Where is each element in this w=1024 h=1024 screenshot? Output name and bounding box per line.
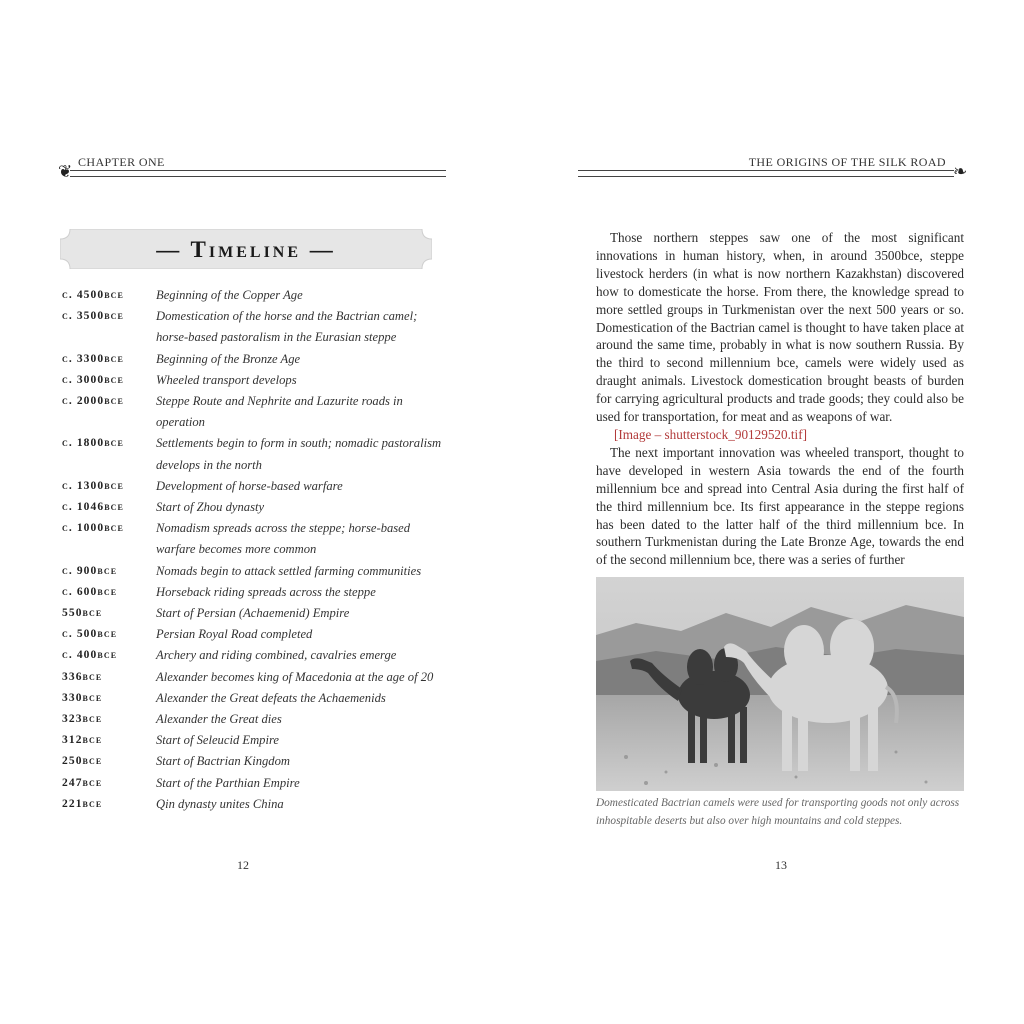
body-text: [596, 229, 964, 569]
timeline-event: Alexander the Great dies: [156, 712, 282, 727]
timeline-row: [62, 285, 442, 306]
timeline-row: [62, 645, 442, 666]
timeline-date: c. 600bce: [62, 585, 118, 598]
page-number-right: 13: [775, 858, 787, 872]
running-head-right: THE ORIGINS OF THE SILK ROAD: [748, 155, 946, 169]
timeline-row: [62, 391, 442, 433]
timeline-row: [62, 433, 442, 475]
timeline-event: Start of Seleucid Empire: [156, 733, 279, 748]
timeline-event: Archery and riding combined, cavalries emerge: [156, 648, 397, 663]
right-flourish-icon: ❧: [953, 162, 968, 181]
timeline-row: [62, 582, 442, 603]
timeline-date: c. 900bce: [62, 564, 118, 577]
timeline-date: c. 1000bce: [62, 522, 124, 535]
timeline-event: Start of Zhou dynasty: [156, 500, 265, 515]
timeline-event: Horseback riding spreads across the steppe: [156, 584, 376, 599]
timeline-date: 312bce: [62, 734, 103, 747]
timeline-row: [62, 603, 442, 624]
right-page: [512, 0, 1024, 1024]
timeline-row: [62, 497, 442, 518]
camels-illustration: [596, 577, 964, 791]
camels-photo: [596, 577, 964, 791]
timeline-date: c. 3500bce: [62, 310, 124, 323]
timeline-row: [62, 688, 442, 709]
timeline-list: [62, 285, 442, 815]
timeline-banner: [60, 229, 432, 269]
timeline-row: [62, 561, 442, 582]
timeline-date: c. 4500bce: [62, 289, 124, 301]
timeline-event: Wheeled transport develops: [156, 372, 297, 387]
paragraph: The next important innovation was wheeled transport, thought to have developed in western Asia towards the end of the fourth millennium bce and spread into Central Asia during the first half of the third millennium bce. Its first appearance in the steppe regions has been dated to the latter half of the third millennium bce. In southern Turkmenistan during the Late Bronze Age, towards the end of the second millennium bce, there was a series of further: [596, 444, 964, 568]
timeline-event: Start of the Parthian Empire: [156, 775, 300, 790]
timeline-row: [62, 751, 442, 772]
timeline-date: 323bce: [62, 713, 103, 726]
timeline-row: [62, 476, 442, 497]
timeline-row: [62, 349, 442, 370]
timeline-date: c. 500bce: [62, 628, 118, 641]
timeline-date: c. 1800bce: [62, 437, 124, 450]
timeline-event: Persian Royal Road completed: [156, 627, 313, 642]
timeline-event: Beginning of the Bronze Age: [156, 351, 301, 366]
timeline-heading: — Timeline —: [156, 237, 336, 262]
timeline-row: [62, 794, 442, 815]
timeline-row: [62, 773, 442, 794]
timeline-event: Nomadism spreads across the steppe; horse-based warfare becomes more common: [156, 521, 411, 557]
timeline-date: 336bce: [62, 670, 103, 683]
timeline-date: 247bce: [62, 776, 103, 789]
timeline-row: [62, 306, 442, 348]
timeline-event: Start of Persian (Achaemenid) Empire: [156, 606, 350, 621]
left-flourish-icon: ❦: [58, 162, 73, 181]
timeline-row: [62, 709, 442, 730]
timeline-row: [62, 730, 442, 751]
timeline-event: Settlements begin to form in south; nomadic pastoralism develops in the north: [156, 436, 442, 472]
timeline-date: 221bce: [62, 797, 103, 810]
timeline-event: Development of horse-based warfare: [156, 478, 343, 493]
timeline-event: Alexander becomes king of Macedonia at the age of 20: [156, 669, 434, 684]
timeline-date: c. 1300bce: [62, 479, 124, 492]
timeline-event: Beginning of the Copper Age: [156, 288, 303, 302]
header-rule-right: [578, 170, 954, 177]
running-head-left: CHAPTER ONE: [78, 155, 165, 169]
timeline-event: Alexander the Great defeats the Achaemenids: [156, 690, 386, 705]
page-number-left: 12: [237, 858, 249, 872]
timeline-event: Steppe Route and Nephrite and Lazurite roads in operation: [156, 394, 403, 430]
photo-caption: Domesticated Bactrian camels were used for transporting goods not only across inhospitable deserts but also over high mountains and cold steppes.: [596, 797, 960, 827]
timeline-row: [62, 518, 442, 560]
timeline-row: [62, 667, 442, 688]
timeline-row: [62, 370, 442, 391]
image-reference: [Image – shutterstock_90129520.tif]: [614, 426, 808, 442]
timeline-event: Domestication of the horse and the Bactrian camel; horse-based pastoralism in the Eurasian steppe: [156, 309, 418, 345]
timeline-date: c. 3300bce: [62, 352, 124, 365]
timeline-event: Start of Bactrian Kingdom: [156, 754, 290, 769]
timeline-date: 330bce: [62, 691, 103, 704]
timeline-date: c. 2000bce: [62, 395, 124, 408]
timeline-date: c. 1046bce: [62, 501, 124, 514]
timeline-date: c. 400bce: [62, 649, 118, 662]
timeline-date: c. 3000bce: [62, 373, 124, 386]
paragraph: Those northern steppes saw one of the most significant innovations in human history, when, in around 3500bce, steppe livestock herders (in what is now northern Kazakhstan) discovered how to domesticate the horse. From there, the knowledge spread to more settled groups in Turkmenistan over the next 500 years or so. Domestication of the Bactrian camel is thought to have taken place at around the same time, probably in what is now southern Russia. By the third to second millennium bce, camels were widely used as draught animals. Livestock domestication brought beasts of burden for carrying agricultural products and trade goods; they could also be used for transportation, for meat and as weapons of war.: [596, 230, 964, 425]
timeline-date: 250bce: [62, 755, 103, 768]
timeline-row: [62, 624, 442, 645]
timeline-event: Nomads begin to attack settled farming communities: [156, 563, 422, 578]
timeline-event: Qin dynasty unites China: [156, 796, 284, 811]
header-rule-left: [70, 170, 446, 177]
timeline-date: 550bce: [62, 607, 103, 620]
